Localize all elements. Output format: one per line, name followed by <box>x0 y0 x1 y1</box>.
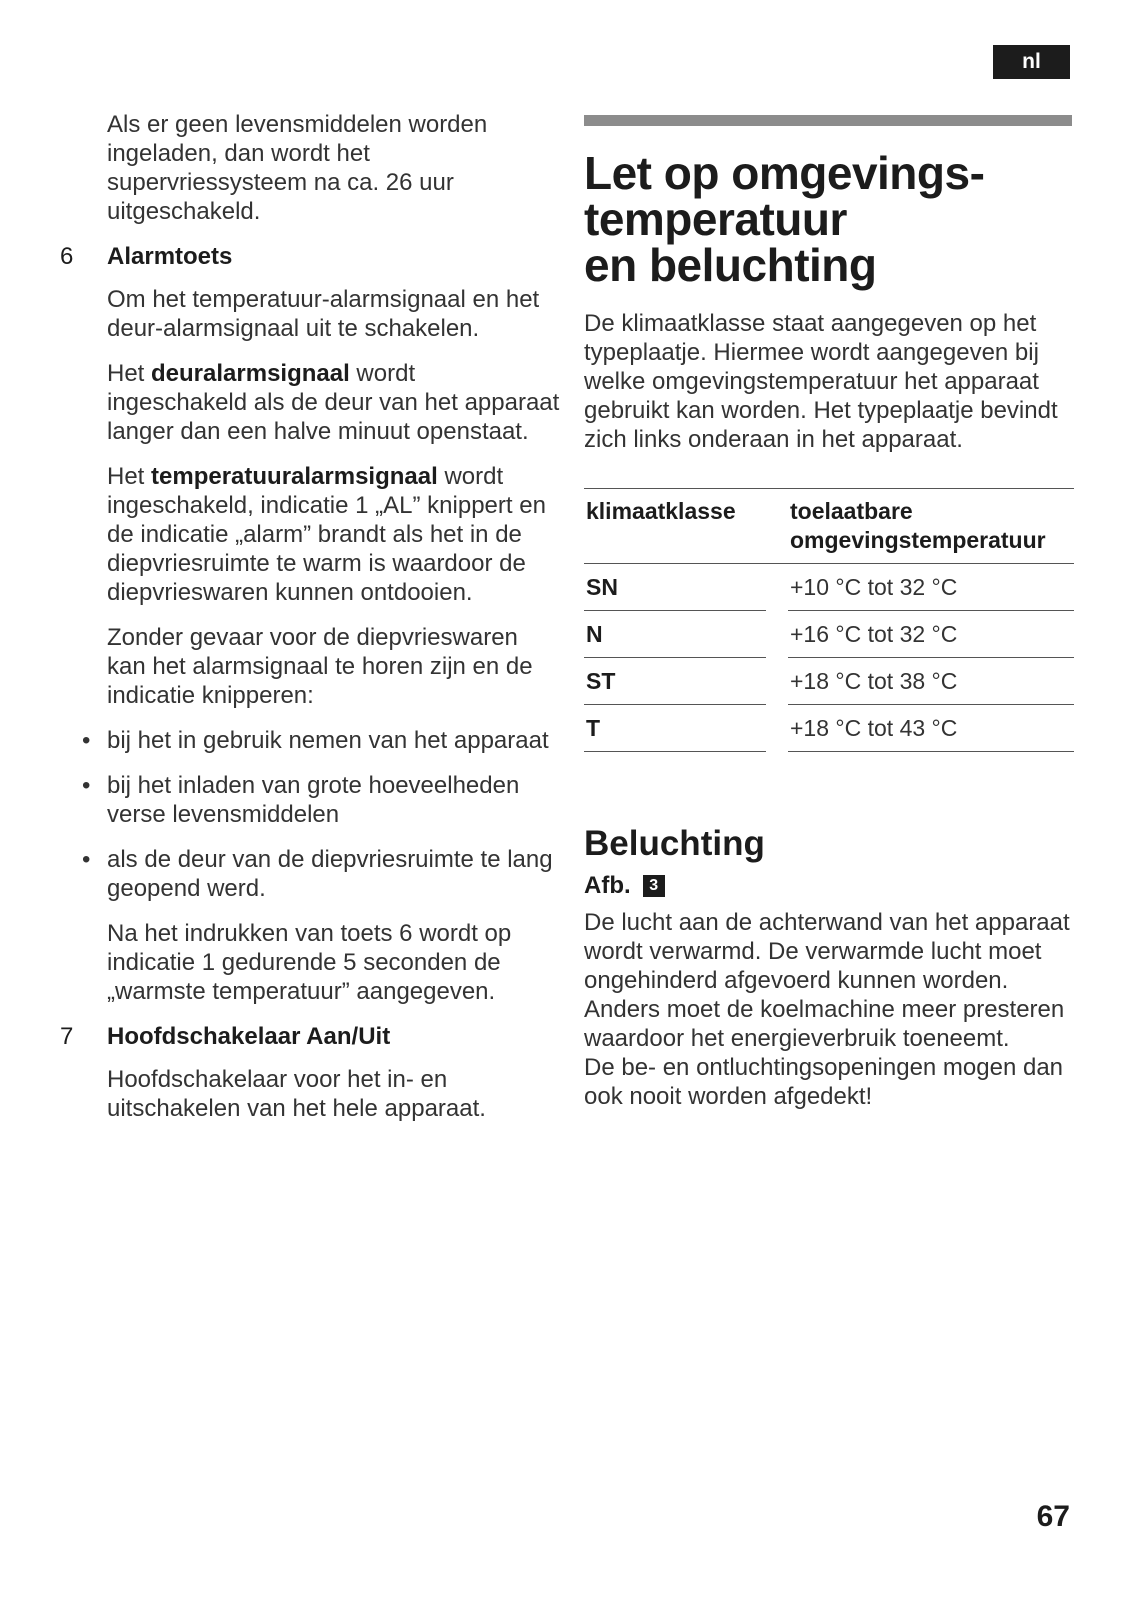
bullet-icon: • <box>82 772 91 799</box>
section-title-beluchting: Beluchting <box>584 824 765 863</box>
left-column <box>60 110 560 1139</box>
item-6-paragraph-3: Het temperatuuralarmsignaal wordt ingeschakeld, indicatie 1 „AL” knippert en de indicatie „alarm” brandt als het in de diepvriesruimte te warm is waardoor de diepvrieswaren kunnen ontdooien. <box>107 463 546 606</box>
bullet-icon: • <box>82 846 91 873</box>
language-badge: nl <box>993 45 1070 79</box>
item-6-heading <box>60 242 560 271</box>
ventilation-paragraph-2: De be- en ontluchtingsopeningen mogen dan ook nooit worden afgedekt! <box>584 1054 1064 1110</box>
list-item: • bij het inladen van grote hoeveelheden verse levensmiddelen <box>82 772 520 828</box>
item-6-title: Alarmtoets <box>107 243 233 270</box>
col-header-temperature: toelaatbare omgevingstemperatuur <box>788 489 1074 564</box>
temperature-alarm-term: temperatuuralarmsignaal <box>151 463 438 490</box>
door-alarm-term: deuralarmsignaal <box>151 360 350 387</box>
ventilation-paragraph-1: De lucht aan de achterwand van het apparaat wordt verwarmd. De verwarmde lucht moet ongehinderd afgevoerd kunnen worden. Anders moet de koelmachine meer presteren waardoor het energieverbruik toeneemt. <box>584 909 1070 1052</box>
item-6-number: 6 <box>60 243 74 270</box>
figure-reference: Afb. 3 <box>584 872 1074 900</box>
item-7-paragraph-1: Hoofdschakelaar voor het in- en uitschakelen van het hele apparaat. <box>107 1066 486 1122</box>
page-number: 67 <box>1036 1500 1070 1533</box>
table-row: T +18 °C tot 43 °C <box>584 705 1074 752</box>
right-column <box>584 115 1074 1111</box>
item-6-paragraph-2: Het deuralarmsignaal wordt ingeschakeld als de deur van het apparaat langer dan een halve minuut openstaat. <box>107 360 560 445</box>
page-title: Let op omgevings- temperatuur en beluchting <box>584 147 985 291</box>
list-item: • als de deur van de diepvriesruimte te lang geopend werd. <box>82 846 553 902</box>
bullet-icon: • <box>82 727 91 754</box>
list-item: • bij het in gebruik nemen van het apparaat <box>82 727 549 754</box>
col-header-class: klimaatklasse <box>584 489 766 564</box>
intro-paragraph: Als er geen levensmiddelen worden ingeladen, dan wordt het supervriessysteem na ca. 26 uur uitgeschakeld. <box>107 111 488 225</box>
section-rule <box>584 115 1072 126</box>
item-6-paragraph-5: Na het indrukken van toets 6 wordt op indicatie 1 gedurende 5 seconden de „warmste temperatuur” aangegeven. <box>107 920 512 1005</box>
table-row: N +16 °C tot 32 °C <box>584 611 1074 658</box>
climate-class-table <box>584 488 1074 752</box>
item-7-number: 7 <box>60 1023 74 1050</box>
table-row: ST +18 °C tot 38 °C <box>584 658 1074 705</box>
item-7-heading <box>60 1022 560 1051</box>
item-7-title: Hoofdschakelaar Aan/Uit <box>107 1023 391 1050</box>
item-6-paragraph-1: Om het temperatuur-alarmsignaal en het deur-alarmsignaal uit te schakelen. <box>107 286 540 342</box>
figure-number-badge: 3 <box>643 875 665 897</box>
climate-intro: De klimaatklasse staat aangegeven op het typeplaatje. Hiermee wordt aangegeven bij welke omgevingstemperatuur het apparaat gebruikt kan worden. Het typeplaatje bevindt zich links onderaan in het apparaat. <box>584 310 1058 453</box>
table-row: SN +10 °C tot 32 °C <box>584 564 1074 611</box>
item-6-paragraph-4: Zonder gevaar voor de diepvrieswaren kan het alarmsignaal te horen zijn en de indicatie knipperen: <box>107 624 533 709</box>
